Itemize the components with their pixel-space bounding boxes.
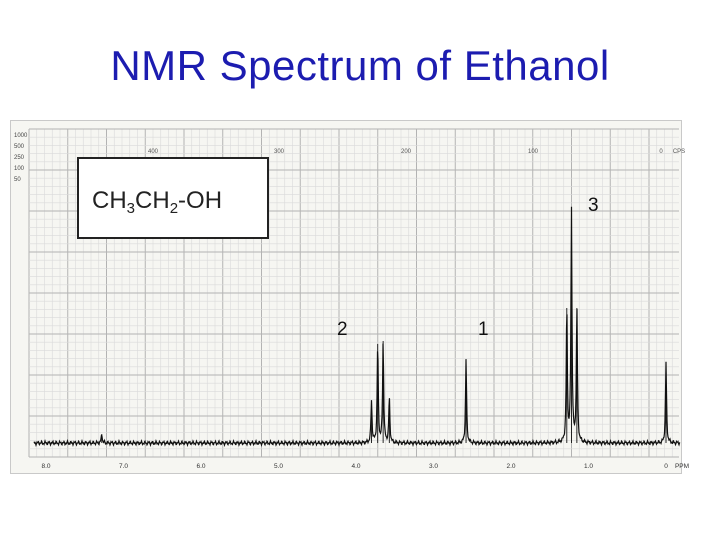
slide-title: NMR Spectrum of Ethanol <box>110 42 610 89</box>
ppm-tick-label: 2.0 <box>506 463 516 470</box>
formula-subscript: 3 <box>126 200 136 217</box>
formula-label <box>92 187 222 217</box>
left-scale-tick-label: 1000 <box>14 133 28 139</box>
cps-tick-label: 300 <box>273 149 285 155</box>
formula-part: -OH <box>178 187 223 214</box>
ppm-tick-label: 7.0 <box>118 463 129 470</box>
left-scale-tick-label: 100 <box>14 166 25 172</box>
cps-tick-label: CPS <box>672 149 686 155</box>
ppm-tick-label: 5.0 <box>273 463 284 470</box>
ppm-tick-label: 8.0 <box>41 463 51 470</box>
formula-part: CH <box>92 187 127 214</box>
cps-tick-label: 400 <box>147 149 159 155</box>
peak-label-ch3: 3 <box>588 195 599 216</box>
ppm-tick-label: 6.0 <box>196 463 206 470</box>
formula-box <box>77 157 269 239</box>
peak-label-oh: 1 <box>478 319 489 340</box>
left-scale-tick-label: 500 <box>14 144 25 150</box>
ppm-tick-label: PPM <box>674 463 690 470</box>
ppm-tick-label: 4.0 <box>351 463 361 470</box>
nmr-chart <box>10 120 690 474</box>
left-scale-tick-label: 50 <box>14 177 21 183</box>
ppm-tick-label: 1.0 <box>583 463 594 470</box>
peak-label-ch2: 2 <box>337 319 348 340</box>
formula-subscript: 2 <box>169 200 179 217</box>
left-scale-tick-label: 250 <box>14 155 25 161</box>
ppm-tick-label: 0 <box>664 463 668 470</box>
cps-tick-label: 200 <box>400 149 412 155</box>
cps-tick-label: 0 <box>659 149 663 155</box>
ppm-tick-label: 3.0 <box>428 463 439 470</box>
formula-part: CH <box>135 187 170 214</box>
cps-tick-label: 100 <box>527 149 539 155</box>
